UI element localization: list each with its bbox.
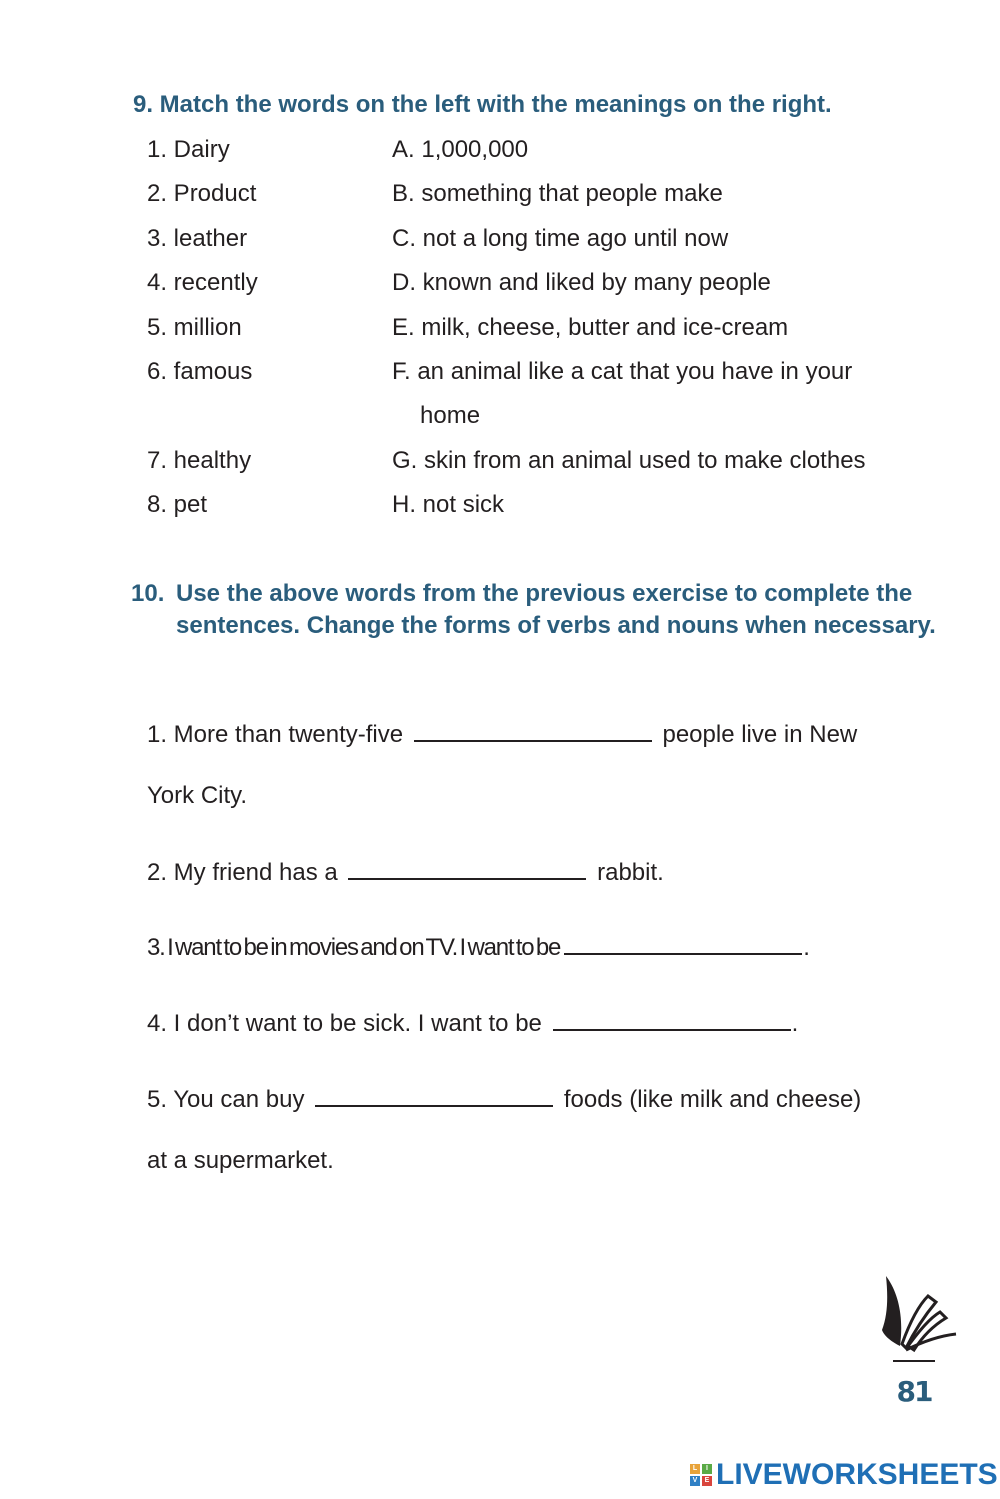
match-meaning: A. 1,000,000: [392, 136, 529, 163]
sentence-text: rabbit.: [597, 859, 664, 886]
sentence-text: .: [791, 1010, 799, 1037]
match-meaning: B. something that people make: [392, 180, 723, 207]
answer-blank[interactable]: [414, 718, 652, 742]
answer-blank[interactable]: [348, 856, 586, 880]
sentence-text: .: [803, 934, 809, 961]
match-meaning: D. known and liked by many people: [392, 269, 771, 296]
exercise-number: 10.: [131, 580, 165, 607]
sentence-4: [147, 1007, 798, 1039]
book-icon: [876, 1272, 958, 1354]
match-word: 4. recently: [147, 269, 258, 296]
match-meaning: G. skin from an animal used to make clothes: [392, 447, 866, 474]
match-word: 5. million: [147, 314, 242, 341]
match-meaning: F. an animal like a cat that you have in your: [392, 358, 853, 385]
sentence-1-continuation: York City.: [147, 782, 248, 809]
match-meaning: C. not a long time ago until now: [392, 225, 729, 252]
exercise-instructions: Use the above words from the previous exercise to complete the sentences. Change the forms of verbs and nouns when necessary.: [176, 580, 936, 639]
sentence-5: [147, 1083, 861, 1115]
answer-blank[interactable]: [315, 1083, 553, 1107]
match-word: 7. healthy: [147, 447, 252, 474]
sentence-2: [147, 856, 664, 888]
match-word: 6. famous: [147, 358, 253, 385]
sentence-text: 1. More than twenty-five: [147, 721, 404, 748]
sentence-text: 4. I don’t want to be sick. I want to be: [147, 1010, 542, 1037]
sentence-text: 2. My friend has a: [147, 859, 338, 886]
match-word: 3. leather: [147, 225, 248, 252]
exercise-9-title: 9. Match the words on the left with the meanings on the right.: [133, 91, 832, 118]
match-meaning: E. milk, cheese, butter and ice-cream: [392, 314, 789, 341]
match-meaning-continuation: home: [420, 402, 481, 429]
liveworksheets-logo[interactable]: [690, 1457, 998, 1493]
sentence-text: 5. You can buy: [147, 1086, 305, 1113]
sentence-text: people live in New: [662, 721, 858, 748]
match-word: 8. pet: [147, 491, 208, 518]
match-word: 2. Product: [147, 180, 257, 207]
liveworksheets-brand-text: LIVEWORKSHEETS: [716, 1458, 998, 1491]
sentence-1: [147, 718, 857, 750]
sentence-5-continuation: at a supermarket.: [147, 1147, 334, 1174]
answer-blank[interactable]: [564, 931, 802, 955]
page-number: 81: [896, 1375, 932, 1408]
sentence-3: [147, 931, 809, 963]
liveworksheets-logo-icon: L I V E: [690, 1464, 712, 1486]
answer-blank[interactable]: [553, 1007, 791, 1031]
sentence-text: foods (like milk and cheese): [563, 1086, 862, 1113]
match-meaning: H. not sick: [392, 491, 505, 518]
match-word: 1. Dairy: [147, 136, 230, 163]
page-number-rule: [893, 1360, 935, 1362]
sentence-text: 3. I want to be in movies and on TV. I want to be: [147, 934, 561, 961]
